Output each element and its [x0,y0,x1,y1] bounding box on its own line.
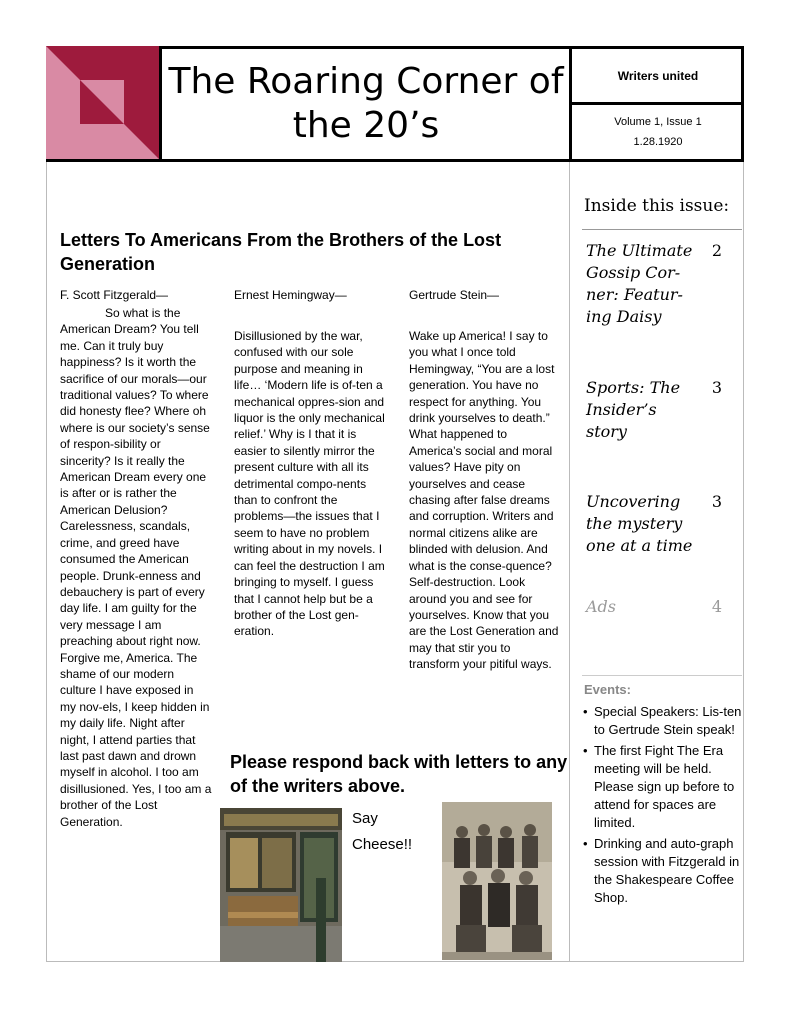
page-border-left [46,162,47,962]
event-item: • Special Speakers: Lis-ten to Gertrude Stein speak! [594,703,754,739]
toc-item-page: 2 [711,241,722,260]
respond-callout: Please respond back with letters to any of the writers above. [230,752,568,796]
newsletter-title [162,49,570,159]
bookshop-photo [220,808,342,962]
toc-item-title: The Ultimate Gossip Cor-ner: Featur-ing Daisy [586,241,693,326]
issue-date: 1.28.1920 [633,136,683,148]
organization-name-text: Writers united [617,68,699,83]
toc-item-title: Sports: The Insider’s story [586,378,681,441]
writers-group-photo [442,802,552,960]
organization-name [572,49,744,102]
page-border-bottom [46,961,744,962]
issue-info [572,105,744,159]
byline-fitzgerald: F. Scott Fitzgerald— [60,288,169,302]
toc-item-page: 3 [711,378,722,397]
events-heading: Events: [584,682,631,697]
toc-item-title: Uncovering the mystery one at a time [586,492,693,555]
newsletter-logo [46,46,162,162]
letter-stein: Wake up America! I say to you what I once told Hemingway, “You are a lost generation. You have no respect for anything. You drink yourselves to death.” What happened to America’s social and moral values? Have pity on yourselves and cease chasing after false dreams and corruption. Writers and normal citizens alike are blinded with delusion. And what is the conse-quence? Self-destruction. Look around you and see for yourselves. Know that you are the Lost Generation and may that stir you to transform your pitiful ways. [409,329,559,672]
byline-stein: Gertrude Stein— [409,288,500,302]
events-rule [582,675,742,676]
volume-issue: Volume 1, Issue 1 [614,116,702,128]
toc-item-page: 3 [711,492,722,511]
letter-fitzgerald: So what is the American Dream? You tell me. Can it truly buy happiness? Is it worth the sacrifice of our morals—our traditional values? To where did honesty flee? Where oh where is our society’s sense of respon-sibility or sincerity? Is it really the American Dream every one is after or is rather the American Delusion? Carelessness, scandals, crime, and greed have consumed the American people. Drunk-enness and debauchery is part of every day life. I am guilty for the very message I am preaching about right now. Forgive me, America. The shame of our modern culture I have exposed in my nov-els, I keep hidden in my daily life. Night after night, I attend parties that last past dawn and drown myself in alcohol. I too am disillusioned. Yes, I too am a brother of the Lost Generation. [60,306,212,829]
newsletter-title-text: The Roaring Corner of the 20’s [168,61,564,146]
inside-rule [582,229,742,230]
say-cheese-text: Say Cheese!! [352,810,413,853]
inside-this-issue-heading: Inside this issue: [584,196,730,216]
say-cheese-caption [352,806,412,858]
article-headline: Letters To Americans From the Brothers of the Lost Generation [60,230,502,274]
toc-item-title: Ads [586,597,617,616]
toc-item[interactable] [586,596,742,618]
toc-item-page: 4 [711,597,722,616]
toc-item[interactable] [586,240,742,328]
letter-hemingway: Disillusioned by the war, confused with our sole purpose and meaning in life… ‘Modern life is of-ten a mechanical oppres-sion and liquor is the only mechanical relief.’ Why is I that it is easier to silently mirror the present culture with all its detrimental compo-nents than to confront the problems—the issues that I seem to have no problem writing about in my novels. I can feel the destruction I am bringing to myself. I guess that I cannot help but be a brother of the Lost gen-eration. [234,329,385,639]
events-list [582,703,754,910]
event-item: • Drinking and auto-graph session with Fitzgerald in the Shakespeare Coffee Shop. [594,835,754,907]
toc-item[interactable] [586,377,742,443]
byline-hemingway: Ernest Hemingway— [234,288,347,302]
sidebar-divider [569,162,570,962]
event-item: • The first Fight The Era meeting will be held. Please sign up before to attend for spaces are limited. [594,742,754,832]
toc-item[interactable] [586,491,742,557]
